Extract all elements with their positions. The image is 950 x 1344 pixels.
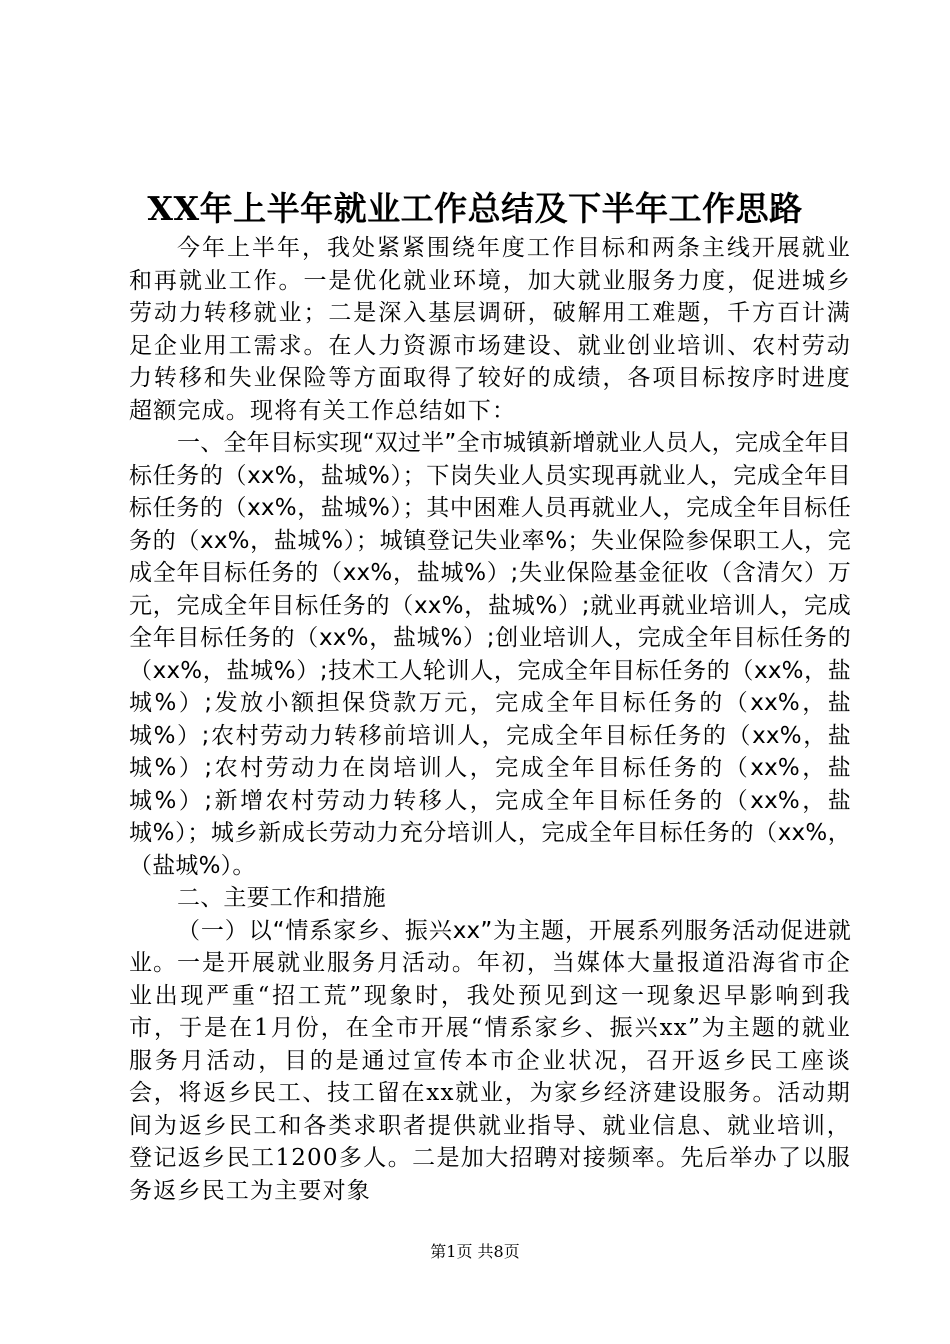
subsection-1-body: 一是开展就业服务月活动。年初，当媒体大量报道沿海省市企业出现严重“招工荒”现象时，我处预见到这一现象迟早影响到我市，于是在1月份，在全市开展“情系家乡、振兴xx”为主题的就业服务月活动，目的是通过宣传本市企业状况，召开返乡民工座谈会，将返乡民工、技工留在xx就业，为家乡经济建设服务。活动期间为返乡民工和各类求职者提供就业指导、就业信息、就业培训，登记返乡民工1200多人。二是加大招聘对接频率。先后举办了以服务返乡民工为主要对象: [129, 950, 852, 1204]
section-2-heading: 二、主要工作和措施: [177, 885, 386, 911]
subsection-1-heading: （一）以“情系家乡、振兴xx”为主题，开展系列服务活动促进就业。: [129, 917, 851, 976]
page-footer: 第1页 共8页: [430, 1242, 520, 1261]
subsection-1-paragraph: [129, 915, 851, 1208]
intro-paragraph: 今年上半年，我处紧紧围绕年度工作目标和两条主线开展就业和再就业工作。一是优化就业环境，加大就业服务力度，促进城乡劳动力转移就业；二是深入基层调研，破解用工难题，千方百计满足企业用工需求。在人力资源市场建设、就业创业培训、农村劳动力转移和失业保险等方面取得了较好的成绩，各项目标按序时进度超额完成。现将有关工作总结如下：: [129, 235, 851, 424]
document-title: XX年上半年就业工作总结及下半年工作思路: [147, 189, 803, 228]
section-1-paragraph: 一、全年目标实现“双过半”全市城镇新增就业人员人，完成全年目标任务的（xx%，盐城%）；下岗失业人员实现再就业人，完成全年目标任务的（xx%，盐城%）；其中困难人员再就业人，完成全年目标任务的（xx%，盐城%）；城镇登记失业率%；失业保险参保职工人，完成全年目标任务的（xx%，盐城%）;失业保险基金征收（含清欠）万元，完成全年目标任务的（xx%，盐城%）;就业再就业培训人，完成全年目标任务的（xx%，盐城%）;创业培训人，完成全年目标任务的（xx%，盐城%）;技术工人轮训人，完成全年目标任务的（xx%，盐城%）;发放小额担保贷款万元，完成全年目标任务的（xx%，盐城%）;农村劳动力转移前培训人，完成全年目标任务的（xx%，盐城%）;农村劳动力在岗培训人，完成全年目标任务的（xx%，盐城%）;新增农村劳动力转移人，完成全年目标任务的（xx%，盐城%）；城乡新成长劳动力充分培训人，完成全年目标任务的（xx%，（盐城%）。: [129, 430, 851, 879]
document-body: [129, 232, 851, 1207]
